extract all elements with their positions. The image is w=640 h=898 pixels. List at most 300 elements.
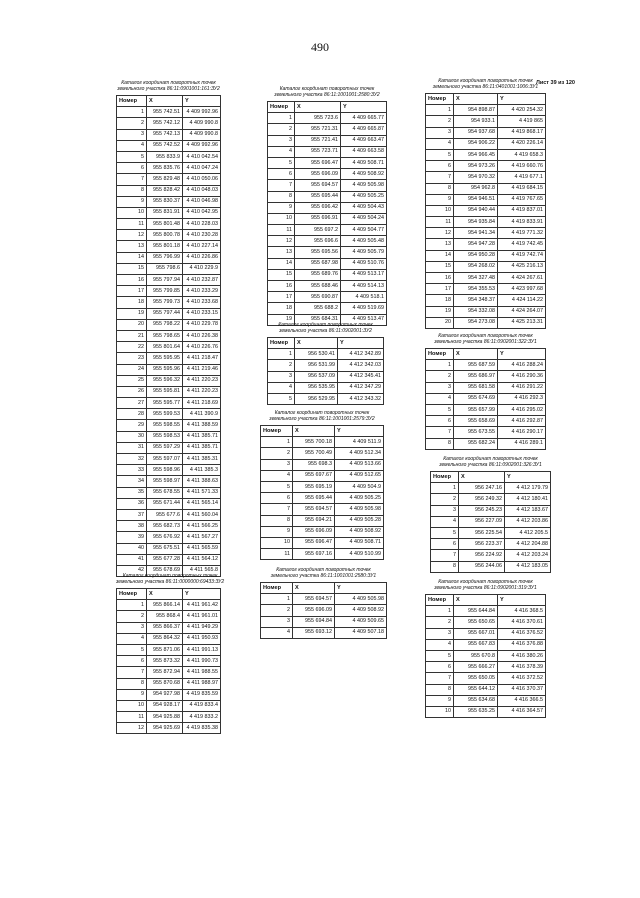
y-coordinate: 4 419 833.2 xyxy=(183,712,221,723)
x-coordinate: 956 223.37 xyxy=(459,539,505,550)
x-coordinate: 954 327.48 xyxy=(454,273,498,284)
x-coordinate: 956 227.09 xyxy=(459,516,505,527)
x-coordinate: 954 928.17 xyxy=(147,700,183,711)
y-coordinate: 4 412 342.89 xyxy=(338,349,384,360)
x-coordinate: 955 635.25 xyxy=(454,706,498,717)
x-coordinate: 955 597.29 xyxy=(147,442,183,453)
y-coordinate: 4 409 519.69 xyxy=(341,303,387,314)
x-coordinate: 955 695.44 xyxy=(293,493,335,504)
point-number: 11 xyxy=(268,225,295,236)
table-row xyxy=(426,261,546,272)
point-number: 26 xyxy=(117,386,147,397)
y-coordinate: 4 410 050.06 xyxy=(183,174,221,185)
x-coordinate: 954 937.68 xyxy=(454,127,498,138)
y-coordinate: 4 411 565.14 xyxy=(183,498,221,509)
table-caption xyxy=(260,567,387,579)
y-coordinate: 4 416 372.52 xyxy=(498,673,546,684)
table-row xyxy=(117,129,221,140)
x-coordinate: 955 667.83 xyxy=(454,639,498,650)
point-number: 7 xyxy=(426,673,454,684)
x-coordinate: 955 596.32 xyxy=(147,375,183,386)
point-number: 4 xyxy=(268,146,295,157)
point-number: 7 xyxy=(268,180,295,191)
x-coordinate: 954 906.22 xyxy=(454,138,498,149)
caption-line-1: Каталог координат поворотных точек xyxy=(278,322,373,328)
header-x: X xyxy=(147,96,183,107)
table-row xyxy=(426,628,546,639)
y-coordinate: 4 409 992.96 xyxy=(183,107,221,118)
x-coordinate: 955 689.76 xyxy=(295,269,341,280)
x-coordinate: 955 694.57 xyxy=(295,180,341,191)
y-coordinate: 4 410 230.28 xyxy=(183,230,221,241)
x-coordinate: 955 742.52 xyxy=(147,140,183,151)
y-coordinate: 4 419 658.3 xyxy=(498,149,546,160)
table-row xyxy=(117,667,221,678)
point-number: 32 xyxy=(117,454,147,465)
table-caption xyxy=(116,573,224,585)
point-number: 3 xyxy=(431,505,459,516)
point-number: 3 xyxy=(426,127,454,138)
x-coordinate: 955 835.76 xyxy=(147,163,183,174)
point-number: 20 xyxy=(426,317,454,328)
table-row xyxy=(426,695,546,706)
header-x: X xyxy=(295,102,341,113)
x-coordinate: 955 696.09 xyxy=(293,605,335,616)
y-coordinate: 4 412 347.29 xyxy=(338,382,384,393)
point-number: 5 xyxy=(426,149,454,160)
x-coordinate: 955 800.78 xyxy=(147,230,183,241)
y-coordinate: 4 424 267.61 xyxy=(498,273,546,284)
point-number: 4 xyxy=(431,516,459,527)
x-coordinate: 955 693.12 xyxy=(293,627,335,638)
table-caption xyxy=(425,579,546,591)
y-coordinate: 4 419 835.38 xyxy=(183,723,221,734)
header-y: Y xyxy=(183,589,221,600)
table-row xyxy=(261,594,387,605)
x-coordinate: 955 650.65 xyxy=(454,617,498,628)
y-coordinate: 4 412 183.05 xyxy=(505,561,551,572)
point-number: 3 xyxy=(426,382,454,393)
point-number: 11 xyxy=(117,219,147,230)
point-number: 21 xyxy=(117,330,147,341)
y-coordinate: 4 416 292.3 xyxy=(498,393,546,404)
point-number: 4 xyxy=(261,470,293,481)
table-row xyxy=(117,286,221,297)
table-row xyxy=(426,138,546,149)
x-coordinate: 955 678.69 xyxy=(147,565,183,576)
table-row xyxy=(268,281,387,292)
x-coordinate: 955 697.2 xyxy=(295,225,341,236)
header-y: Y xyxy=(505,472,551,483)
x-coordinate: 955 831.91 xyxy=(147,207,183,218)
x-coordinate: 954 355.53 xyxy=(454,284,498,295)
x-coordinate: 955 696.6 xyxy=(295,236,341,247)
x-coordinate: 955 595.77 xyxy=(147,398,183,409)
table-row xyxy=(117,308,221,319)
y-coordinate: 4 424 264.07 xyxy=(498,306,546,317)
y-coordinate: 4 419 767.65 xyxy=(498,194,546,205)
x-coordinate: 955 697.67 xyxy=(293,470,335,481)
point-number: 12 xyxy=(268,236,295,247)
y-coordinate: 4 411 565.8 xyxy=(183,565,221,576)
y-coordinate: 4 409 513.47 xyxy=(341,314,387,325)
coordinates-table xyxy=(260,425,384,560)
point-number: 6 xyxy=(426,161,454,172)
table-row xyxy=(117,386,221,397)
y-coordinate: 4 412 183.67 xyxy=(505,505,551,516)
point-number: 17 xyxy=(426,284,454,295)
x-coordinate: 955 687.98 xyxy=(295,258,341,269)
point-number: 13 xyxy=(426,239,454,250)
caption-line-2: земельного участка 86:11:0902001:319:ЗУ1 xyxy=(434,585,537,591)
table-row xyxy=(431,561,551,572)
x-coordinate: 955 700.18 xyxy=(293,437,335,448)
point-number: 16 xyxy=(426,273,454,284)
y-coordinate: 4 411 220.23 xyxy=(183,386,221,397)
page-number: 490 xyxy=(311,40,329,54)
table-row xyxy=(261,549,384,560)
y-coordinate: 4 423 997.68 xyxy=(498,284,546,295)
table-row xyxy=(261,448,384,459)
y-coordinate: 4 425 216.13 xyxy=(498,261,546,272)
point-number: 3 xyxy=(268,135,295,146)
table-row xyxy=(426,360,546,371)
y-coordinate: 4 412 205.5 xyxy=(505,527,551,538)
table-row xyxy=(426,161,546,172)
point-number: 8 xyxy=(268,191,295,202)
y-coordinate: 4 409 504.43 xyxy=(341,202,387,213)
header-number: Номер xyxy=(261,426,293,437)
point-number: 20 xyxy=(117,319,147,330)
x-coordinate: 955 694.21 xyxy=(293,515,335,526)
point-number: 10 xyxy=(117,207,147,218)
header-y: Y xyxy=(498,349,546,360)
x-coordinate: 955 667.01 xyxy=(454,628,498,639)
point-number: 4 xyxy=(261,627,293,638)
y-coordinate: 4 419 865 xyxy=(498,116,546,127)
y-coordinate: 4 419 868.17 xyxy=(498,127,546,138)
y-coordinate: 4 411 950.93 xyxy=(183,633,221,644)
x-coordinate: 955 723.6 xyxy=(295,113,341,124)
x-coordinate: 955 598.53 xyxy=(147,431,183,442)
x-coordinate: 955 678.55 xyxy=(147,487,183,498)
table-row xyxy=(117,509,221,520)
table-row xyxy=(117,263,221,274)
y-coordinate: 4 416 295.02 xyxy=(498,404,546,415)
table-row xyxy=(426,217,546,228)
table-row xyxy=(117,700,221,711)
y-coordinate: 4 416 376.88 xyxy=(498,639,546,650)
x-coordinate: 955 682.24 xyxy=(454,438,498,449)
point-number: 5 xyxy=(268,157,295,168)
x-coordinate: 955 694.57 xyxy=(293,594,335,605)
caption-line-2: земельного участка 86:11:0902001:322:ЗУ1 xyxy=(434,339,537,345)
table-row xyxy=(117,622,221,633)
x-coordinate: 955 682.73 xyxy=(147,521,183,532)
y-coordinate: 4 410 226.38 xyxy=(183,330,221,341)
x-coordinate: 955 686.97 xyxy=(454,371,498,382)
point-number: 4 xyxy=(426,138,454,149)
point-number: 27 xyxy=(117,398,147,409)
point-number: 2 xyxy=(268,360,295,371)
table-row xyxy=(117,656,221,667)
x-coordinate: 954 973.26 xyxy=(454,161,498,172)
point-number: 14 xyxy=(268,258,295,269)
y-coordinate: 4 410 226.86 xyxy=(183,252,221,263)
x-coordinate: 955 696.47 xyxy=(295,157,341,168)
table-row xyxy=(261,627,387,638)
point-number: 2 xyxy=(426,116,454,127)
y-coordinate: 4 412 180.41 xyxy=(505,494,551,505)
y-coordinate: 4 410 233.29 xyxy=(183,286,221,297)
y-coordinate: 4 409 512.65 xyxy=(335,470,384,481)
table-row xyxy=(261,526,384,537)
table-header-row xyxy=(426,94,546,105)
x-coordinate: 954 946.51 xyxy=(454,194,498,205)
x-coordinate: 955 866.37 xyxy=(147,622,183,633)
point-number: 9 xyxy=(426,695,454,706)
table-row xyxy=(426,706,546,717)
y-coordinate: 4 410 042.95 xyxy=(183,207,221,218)
table-row xyxy=(426,127,546,138)
table-row xyxy=(268,360,384,371)
point-number: 5 xyxy=(117,151,147,162)
y-coordinate: 4 411 218.69 xyxy=(183,398,221,409)
table-row xyxy=(426,673,546,684)
point-number: 7 xyxy=(117,174,147,185)
caption-line-2: земельного участка 86:11:0902001:326:ЗУ1 xyxy=(439,462,542,468)
table-row xyxy=(117,174,221,185)
caption-line-1: Каталог координат поворотных точек xyxy=(276,567,371,573)
point-number: 3 xyxy=(117,622,147,633)
table-row xyxy=(426,662,546,673)
table-row xyxy=(117,230,221,241)
catalog-table-9 xyxy=(430,456,551,573)
table-row xyxy=(431,494,551,505)
y-coordinate: 4 416 380.26 xyxy=(498,650,546,661)
y-coordinate: 4 409 665.87 xyxy=(341,124,387,135)
y-coordinate: 4 409 509.65 xyxy=(335,616,387,627)
x-coordinate: 955 695.19 xyxy=(293,481,335,492)
table-row xyxy=(261,470,384,481)
point-number: 16 xyxy=(117,275,147,286)
point-number: 4 xyxy=(268,382,295,393)
table-row xyxy=(426,639,546,650)
x-coordinate: 956 244.06 xyxy=(459,561,505,572)
table-row xyxy=(117,465,221,476)
y-coordinate: 4 410 233.68 xyxy=(183,297,221,308)
table-row xyxy=(117,219,221,230)
x-coordinate: 955 595.96 xyxy=(147,364,183,375)
point-number: 1 xyxy=(426,105,454,116)
y-coordinate: 4 409 513.17 xyxy=(341,269,387,280)
y-coordinate: 4 410 227.14 xyxy=(183,241,221,252)
x-coordinate: 955 675.51 xyxy=(147,543,183,554)
sheet-info: Лист 39 из 120 xyxy=(536,80,575,86)
point-number: 34 xyxy=(117,476,147,487)
y-coordinate: 4 411 385.71 xyxy=(183,442,221,453)
x-coordinate: 955 742.12 xyxy=(147,118,183,129)
table-row xyxy=(268,180,387,191)
table-row xyxy=(117,163,221,174)
x-coordinate: 955 801.18 xyxy=(147,241,183,252)
caption-line-1: Каталог координат поворотных точек xyxy=(438,333,533,339)
x-coordinate: 954 927.98 xyxy=(147,689,183,700)
y-coordinate: 4 412 179.79 xyxy=(505,483,551,494)
caption-line-1: Каталог координат поворотных точек xyxy=(121,80,216,86)
x-coordinate: 954 332.08 xyxy=(454,306,498,317)
y-coordinate: 4 412 204.88 xyxy=(505,539,551,550)
x-coordinate: 955 801.48 xyxy=(147,219,183,230)
x-coordinate: 955 595.81 xyxy=(147,386,183,397)
y-coordinate: 4 420 254.32 xyxy=(498,105,546,116)
x-coordinate: 956 225.54 xyxy=(459,527,505,538)
table-row xyxy=(268,169,387,180)
point-number: 12 xyxy=(117,723,147,734)
table-header-row xyxy=(268,338,384,349)
table-row xyxy=(268,202,387,213)
x-coordinate: 954 268.02 xyxy=(454,261,498,272)
point-number: 2 xyxy=(117,611,147,622)
caption-line-1: Каталог координат поворотных точек xyxy=(122,573,218,579)
header-number: Номер xyxy=(117,589,147,600)
table-row xyxy=(261,504,384,515)
y-coordinate: 4 409 507.18 xyxy=(335,627,387,638)
x-coordinate: 955 670.8 xyxy=(454,650,498,661)
table-row xyxy=(261,537,384,548)
point-number: 15 xyxy=(426,261,454,272)
y-coordinate: 4 409 508.92 xyxy=(335,526,384,537)
point-number: 2 xyxy=(268,124,295,135)
table-row xyxy=(117,375,221,386)
x-coordinate: 955 833.9 xyxy=(147,151,183,162)
x-coordinate: 955 634.68 xyxy=(454,695,498,706)
catalog-table-5 xyxy=(260,410,384,560)
point-number: 6 xyxy=(426,662,454,673)
table-row xyxy=(426,404,546,415)
x-coordinate: 955 681.58 xyxy=(454,382,498,393)
y-coordinate: 4 409 992.96 xyxy=(183,140,221,151)
header-number: Номер xyxy=(268,338,295,349)
point-number: 5 xyxy=(431,527,459,538)
point-number: 37 xyxy=(117,509,147,520)
table-row xyxy=(117,353,221,364)
y-coordinate: 4 411 961.01 xyxy=(183,611,221,622)
table-header-row xyxy=(117,96,221,107)
y-coordinate: 4 410 046.98 xyxy=(183,196,221,207)
y-coordinate: 4 409 504.9 xyxy=(335,481,384,492)
x-coordinate: 955 698.3 xyxy=(293,459,335,470)
header-number: Номер xyxy=(431,472,459,483)
point-number: 4 xyxy=(426,639,454,650)
y-coordinate: 4 412 203.86 xyxy=(505,516,551,527)
y-coordinate: 4 419 771.32 xyxy=(498,228,546,239)
x-coordinate: 954 348.37 xyxy=(454,295,498,306)
x-coordinate: 955 742.13 xyxy=(147,129,183,140)
point-number: 16 xyxy=(268,281,295,292)
point-number: 8 xyxy=(426,183,454,194)
y-coordinate: 4 425 213.31 xyxy=(498,317,546,328)
point-number: 1 xyxy=(117,600,147,611)
table-row xyxy=(268,135,387,146)
x-coordinate: 955 723.71 xyxy=(295,146,341,157)
x-coordinate: 955 742.51 xyxy=(147,107,183,118)
y-coordinate: 4 419 677.1 xyxy=(498,172,546,183)
x-coordinate: 955 598.55 xyxy=(147,420,183,431)
point-number: 2 xyxy=(426,617,454,628)
point-number: 33 xyxy=(117,465,147,476)
y-coordinate: 4 409 508.92 xyxy=(335,605,387,616)
table-caption xyxy=(267,86,387,98)
x-coordinate: 954 933.1 xyxy=(454,116,498,127)
y-coordinate: 4 416 368.5 xyxy=(498,606,546,617)
point-number: 8 xyxy=(431,561,459,572)
x-coordinate: 955 597.07 xyxy=(147,454,183,465)
table-row xyxy=(426,393,546,404)
x-coordinate: 955 796.99 xyxy=(147,252,183,263)
header-y: Y xyxy=(498,94,546,105)
table-header-row xyxy=(261,583,387,594)
y-coordinate: 4 410 228.03 xyxy=(183,219,221,230)
table-row xyxy=(426,427,546,438)
y-coordinate: 4 409 513.66 xyxy=(335,459,384,470)
x-coordinate: 955 677.6 xyxy=(147,509,183,520)
table-row xyxy=(431,539,551,550)
y-coordinate: 4 420 226.14 xyxy=(498,138,546,149)
caption-line-2: земельного участка 86:11:1001001:2580:ЗУ2 xyxy=(274,92,380,98)
x-coordinate: 955 666.27 xyxy=(454,662,498,673)
table-row xyxy=(261,493,384,504)
point-number: 6 xyxy=(431,539,459,550)
header-number: Номер xyxy=(268,102,295,113)
y-coordinate: 4 409 505.98 xyxy=(335,504,384,515)
y-coordinate: 4 409 505.28 xyxy=(335,515,384,526)
table-row xyxy=(117,118,221,129)
x-coordinate: 955 674.69 xyxy=(454,393,498,404)
point-number: 2 xyxy=(261,448,293,459)
point-number: 11 xyxy=(117,712,147,723)
x-coordinate: 954 970.32 xyxy=(454,172,498,183)
y-coordinate: 4 409 665.77 xyxy=(341,113,387,124)
table-row xyxy=(268,113,387,124)
point-number: 4 xyxy=(117,633,147,644)
coordinates-table xyxy=(425,348,546,450)
y-coordinate: 4 416 290.36 xyxy=(498,371,546,382)
point-number: 9 xyxy=(117,196,147,207)
table-row xyxy=(261,616,387,627)
table-row xyxy=(426,382,546,393)
point-number: 17 xyxy=(117,286,147,297)
table-row xyxy=(117,364,221,375)
table-row xyxy=(117,409,221,420)
table-row xyxy=(268,124,387,135)
point-number: 10 xyxy=(268,213,295,224)
table-row xyxy=(431,483,551,494)
y-coordinate: 4 419 660.76 xyxy=(498,161,546,172)
y-coordinate: 4 411 566.25 xyxy=(183,521,221,532)
point-number: 36 xyxy=(117,498,147,509)
point-number: 23 xyxy=(117,353,147,364)
coordinates-table xyxy=(116,588,221,734)
catalog-table-2 xyxy=(116,573,224,734)
y-coordinate: 4 409 505.48 xyxy=(341,236,387,247)
x-coordinate: 954 925.69 xyxy=(147,723,183,734)
table-row xyxy=(117,207,221,218)
point-number: 8 xyxy=(117,185,147,196)
point-number: 6 xyxy=(117,656,147,667)
point-number: 42 xyxy=(117,565,147,576)
y-coordinate: 4 416 289.1 xyxy=(498,438,546,449)
